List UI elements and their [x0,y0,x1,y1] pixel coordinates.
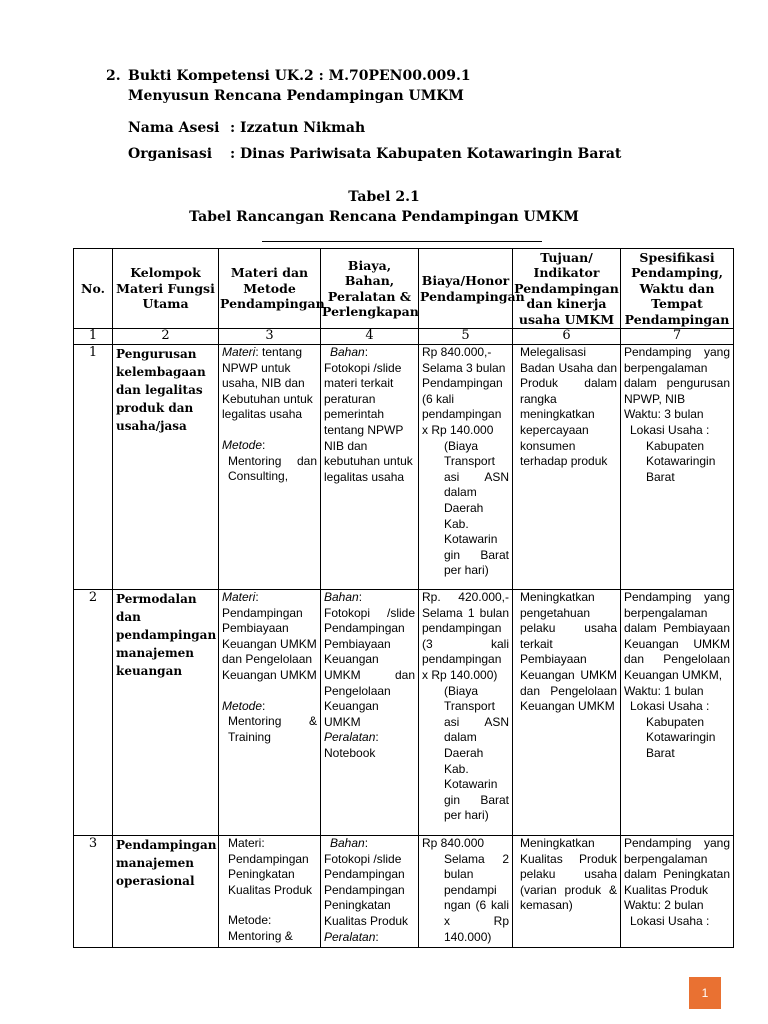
organisasi-value: : Dinas Pariwisata Kabupaten Kotawaringin Barat [230,146,622,162]
organisasi-label: Organisasi [128,146,213,162]
asesi-value: : Izzatun Nikmah [230,120,366,136]
table-caption-title: Tabel 2.1 [348,189,420,205]
row-kelompok: Pengurusan kelembagaan dan legalitas produk dan usaha/jasa [113,345,219,590]
row-spesifikasi [621,590,734,836]
tujuan-text: Meningkatkan Kualitas Produk pelaku usaha (varian produk & kemasan) [520,836,617,913]
row-biaya [419,345,513,590]
row-biaya [419,836,513,948]
column-number: 3 [219,329,321,345]
metode-text: Mentoring & [228,928,293,943]
metode-text: Mentoring dan Consulting, [228,453,317,484]
row-number: 3 [74,836,113,948]
row-tujuan [513,590,621,836]
bahan-text: Fotokopi /slide Pendampingan Pendampingan Peningkatan Kualitas Produk [324,851,409,928]
asesi-label: Nama Asesi [128,120,220,136]
table-row [74,836,734,948]
biaya-note: Selama 2 bulan pendampi ngan (6 kali x Rp 140.000) [444,851,509,944]
row-number: 2 [74,590,113,836]
waktu-text: Waktu: 2 bulan [624,898,704,913]
materi-label: Materi [222,345,256,359]
row-materi-metode: Materi: tentang NPWP untuk usaha, NIB dan Kebutuhan untuk legalitas usaha Metode: Mentoring dan Consulting, [219,345,321,590]
table-caption-subtitle: Tabel Rancangan Rencana Pendampingan UMKM [189,209,579,225]
bahan-label: Bahan [330,345,365,359]
biaya-note: (Biaya Transport asi ASN dalam Daerah Kab. Kotawarin gin Barat per hari) [444,438,509,578]
header-spesifikasi: Spesifikasi Pendamping, Waktu dan Tempat Pendampingan [621,249,734,329]
column-number: 2 [113,329,219,345]
lokasi-label: Lokasi Usaha : [630,913,710,928]
row-spesifikasi [621,345,734,590]
row-spesifikasi [621,836,734,948]
biaya-main: Rp 840.000,- Selama 3 bulan Pendampingan (6 kali pendampingan x Rp 140.000 [422,345,506,437]
heading-title: Bukti Kompetensi UK.2 : M.70PEN00.009.1 [128,68,471,84]
rencana-pendampingan-table [73,248,734,948]
peralatan-label: Peralatan [324,929,376,944]
biaya-note: (Biaya Transport asi ASN dalam Daerah Kab. Kotawarin gin Barat per hari) [444,683,509,823]
column-number-row [74,329,734,345]
lokasi-text: Kabupaten Kotawaringin Barat [646,714,716,760]
bahan-label: Bahan [324,590,359,604]
row-number: 1 [74,345,113,590]
row-kelompok: Pendampingan manajemen operasional [113,836,219,948]
tujuan-text: Melegalisasi Badan Usaha dan Produk dalam rangka meningkatkan kepercayaan konsumen terhadap produk [520,345,617,469]
bahan-label: Bahan [330,836,365,850]
header-kelompok: Kelompok Materi Fungsi Utama [113,249,219,329]
peralatan-text: Notebook [324,745,376,760]
header-tujuan: Tujuan/ Indikator Pendampingan dan kinerja usaha UMKM [514,249,619,327]
materi-label: Materi: [228,836,265,850]
row-bahan: Bahan: Fotokopi /slide Pendampingan Pendampingan Peningkatan Kualitas Produk Peralatan: [321,836,419,948]
header-materi-metode: Materi dan Metode Pendampingan [219,249,321,329]
column-number: 5 [419,329,513,345]
heading-subtitle: Menyusun Rencana Pendampingan UMKM [128,88,464,104]
lokasi-label: Lokasi Usaha : [630,422,710,437]
header-biaya-bahan: Biaya, Bahan, Peralatan & Perlengkapan [321,249,419,329]
materi-text: Pendampingan Pembiayaan Keuangan UMKM dan Pengelolaan Keuangan UMKM [222,605,317,682]
table-row [74,590,734,836]
table-header-row [74,249,734,329]
lokasi-text: Kabupaten Kotawaringin Barat [646,438,716,484]
heading-number: 2. [106,68,121,84]
row-materi-metode: Materi: Pendampingan Pembiayaan Keuangan UMKM dan Pengelolaan Keuangan UMKM Metode: Mentoring & Training [219,590,321,836]
lokasi-label: Lokasi Usaha : [630,699,710,714]
bahan-text: Fotokopi /slide Pendampingan Pembiayaan Keuangan UMKM dan Pengelolaan Keuangan UMKM [324,605,415,729]
waktu-text: Waktu: 3 bulan [624,407,704,422]
metode-text: Mentoring & Training [228,714,317,744]
bahan-text: Fotokopi /slide materi terkait peraturan pemerintah tentang NPWP NIB dan kebutuhan untuk legalitas usaha [324,360,413,484]
waktu-text: Waktu: 1 bulan [624,683,704,698]
biaya-main: Rp. 420.000,- Selama 1 bulan pendampingan (3 kali pendampingan x Rp 140.000) [422,590,509,682]
column-number: 6 [513,329,621,345]
spesifikasi-text: Pendamping yang berpengalaman dalam Peningkatan Kualitas Produk [624,836,730,897]
row-tujuan [513,345,621,590]
column-number: 7 [621,329,734,345]
header-no: No. [74,249,113,329]
tujuan-text: Meningkatkan pengetahuan pelaku usaha terkait Pembiayaan Keuangan UMKM dan Pengelolaan Keuangan UMKM [520,590,617,714]
row-tujuan [513,836,621,948]
spesifikasi-text: Pendamping yang berpengalaman dalam pengurusan NPWP, NIB [624,345,730,406]
header-biaya-honor: Biaya/Honor Pendampingan [419,249,513,329]
column-number: 1 [74,329,113,345]
materi-text: Pendampingan Peningkatan Kualitas Produk [228,851,313,897]
page-number-badge: 1 [689,977,721,1009]
materi-label: Materi [222,590,256,604]
metode-label: Metode [222,437,263,452]
row-materi-metode [219,836,321,948]
caption-underline [262,241,542,242]
metode-label: Metode [222,698,263,713]
row-bahan: Bahan: Fotokopi /slide Pendampingan Pembiayaan Keuangan UMKM dan Pengelolaan Keuangan UMKM Peralatan: Notebook [321,590,419,836]
materi-text: : tentang NPWP untuk usaha, NIB dan Kebutuhan untuk legalitas usaha [222,345,313,422]
metode-label: Metode: [228,913,272,928]
peralatan-label: Peralatan [324,730,376,745]
biaya-main: Rp 840.000 [422,836,485,850]
row-bahan: Bahan: Fotokopi /slide materi terkait peraturan pemerintah tentang NPWP NIB dan kebutuhan untuk legalitas usaha [321,345,419,590]
spesifikasi-text: Pendamping yang berpengalaman dalam Pembiayaan Keuangan UMKM dan Pengelolaan Keuangan UMKM, [624,590,730,682]
row-kelompok: Permodalan dan pendampingan manajemen keuangan [113,590,219,836]
table-row [74,345,734,590]
row-biaya [419,590,513,836]
column-number: 4 [321,329,419,345]
